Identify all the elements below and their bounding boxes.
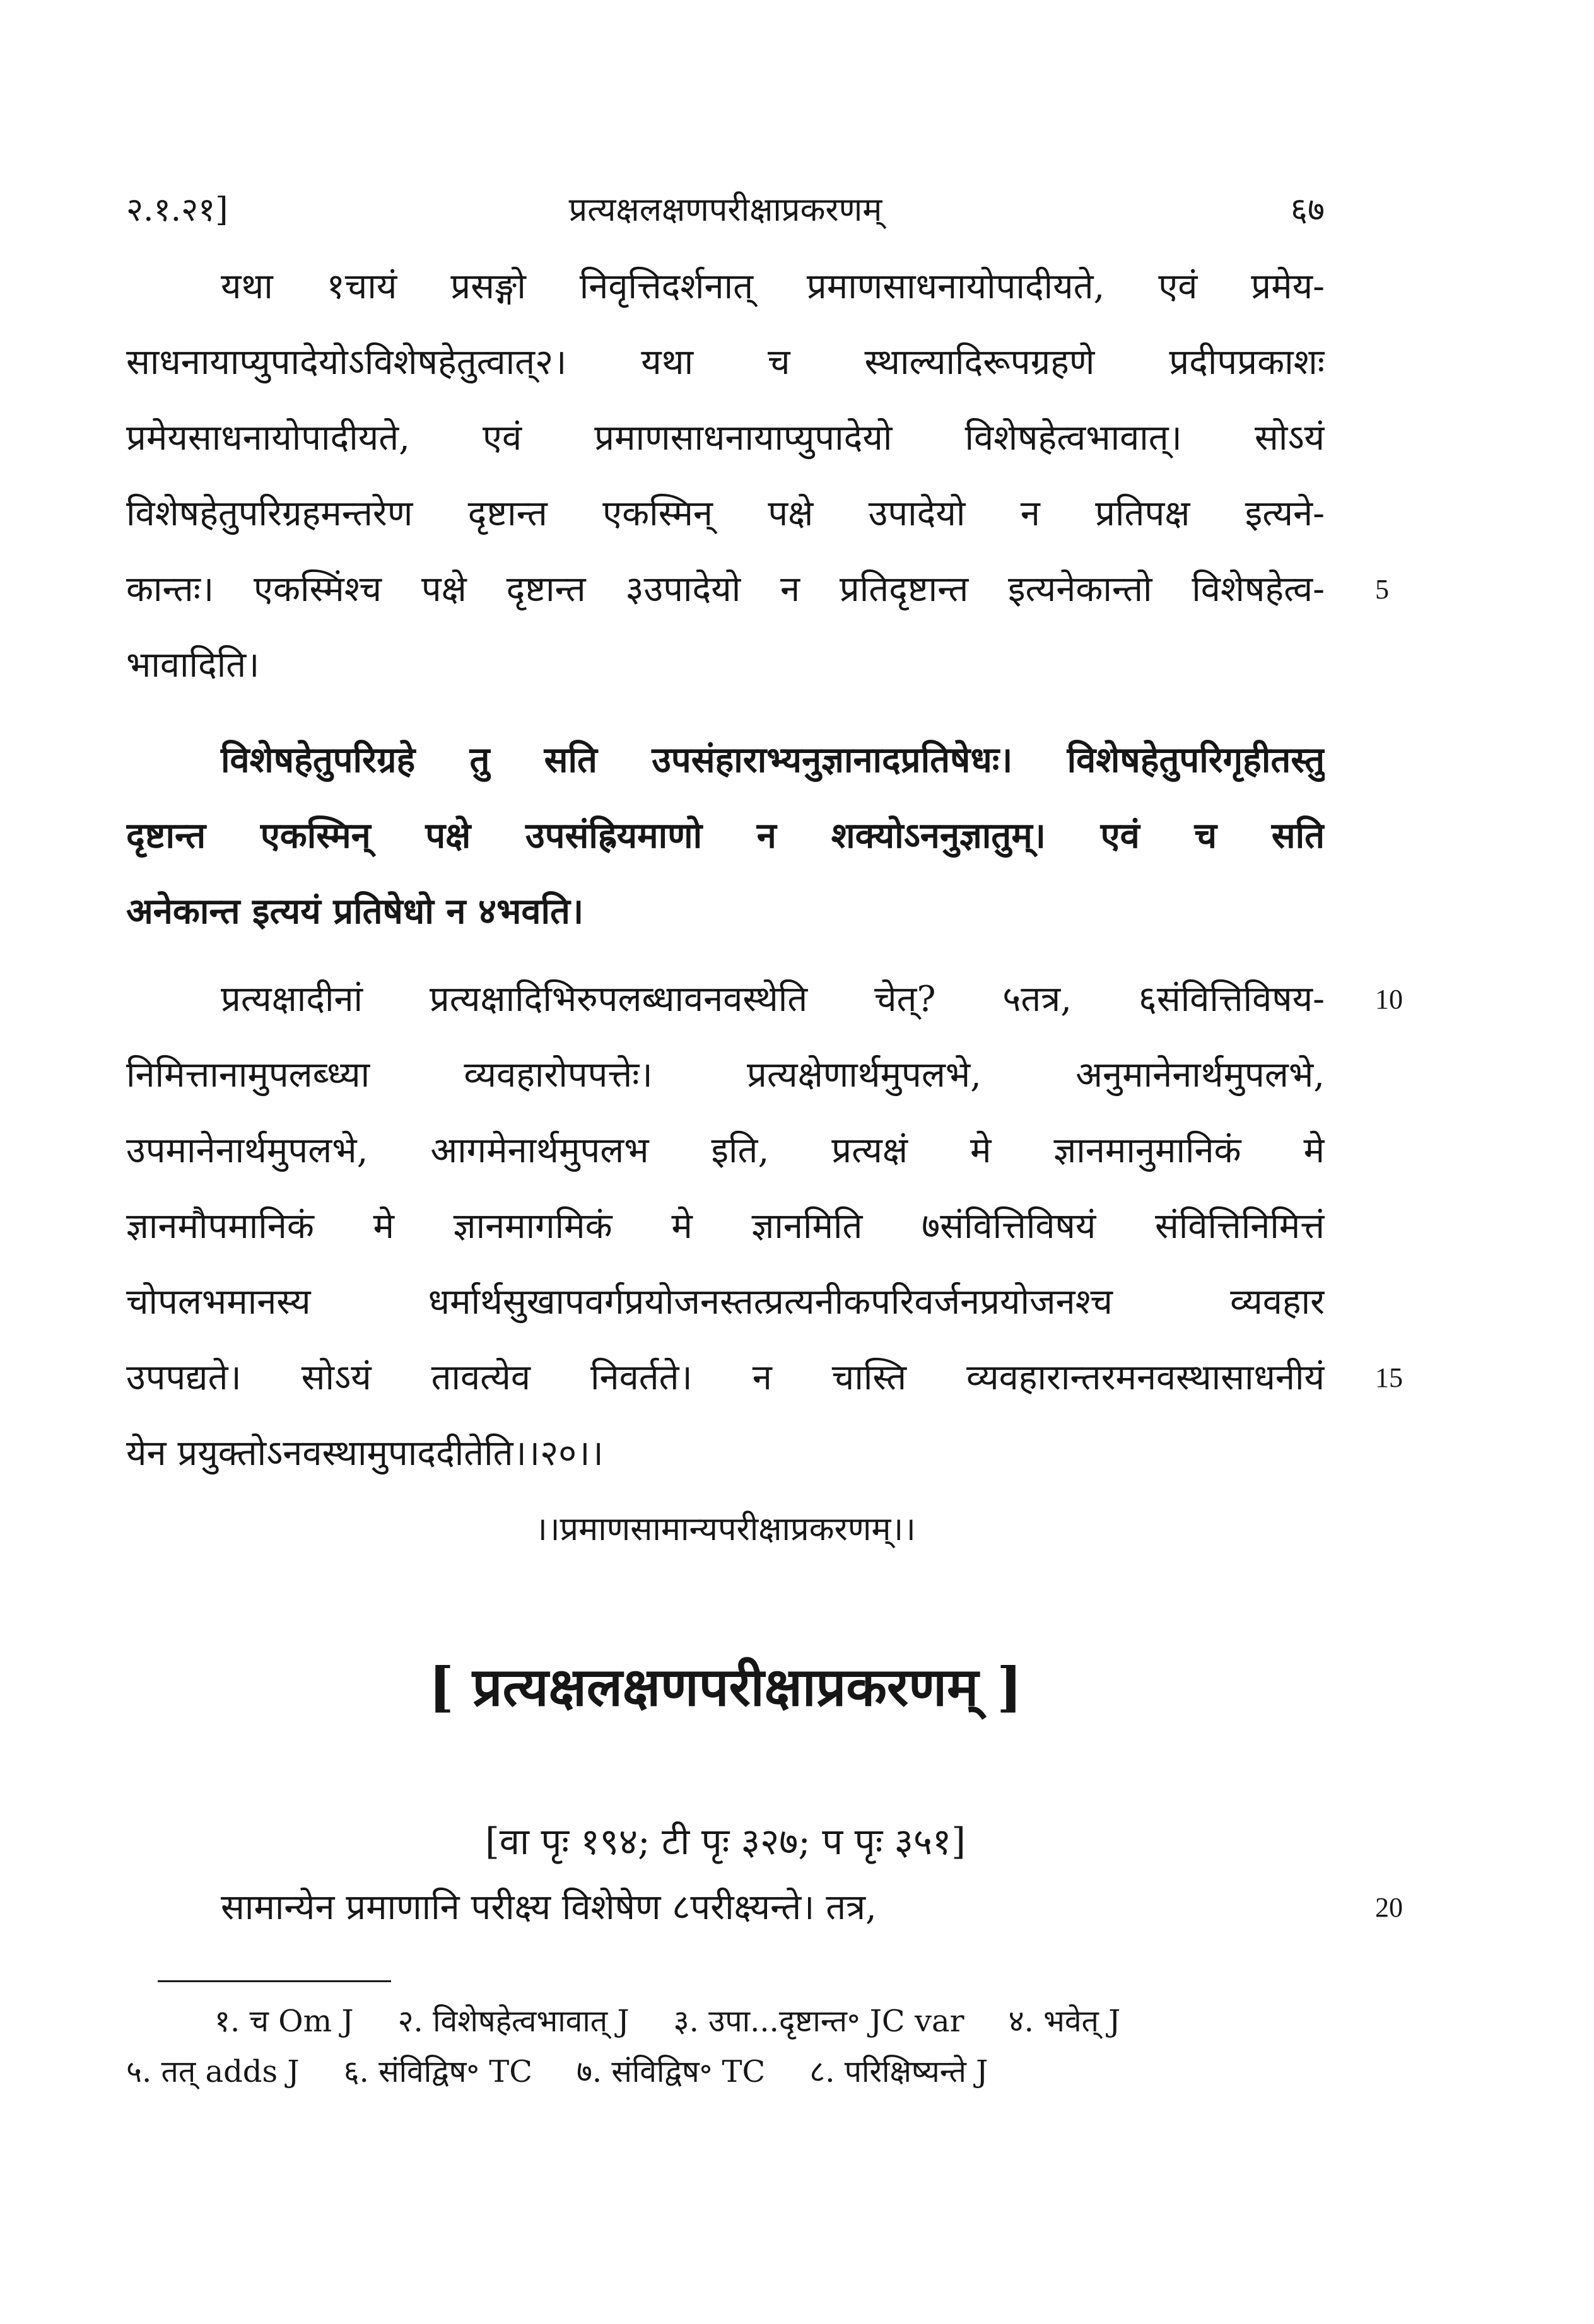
footnotes-row-2 — [126, 2050, 1325, 2094]
footnote-rule — [158, 1980, 391, 1982]
line-number-10: 10 — [1375, 984, 1403, 1015]
footnote-8: ८. परिक्षिष्यन्ते J — [809, 2054, 988, 2089]
text-line-12: उपमानेनार्थमुपलभे, आगमेनार्थमुपलभ इति, प्रत्यक्षं मे ज्ञानमानुमानिकं मे — [126, 1130, 1325, 1171]
line-number-20: 20 — [1375, 1892, 1403, 1923]
line-number-15: 15 — [1375, 1362, 1403, 1393]
footnote-4: ४. भवेत् J — [1008, 2004, 1121, 2039]
text-line-1: यथा १चायं प्रसङ्गो निवृत्तिदर्शनात् प्रमाणसाधनायोपादीयते, एवं प्रमेय- — [221, 266, 1325, 307]
sutra-line-1: विशेषहेतुपरिग्रहे तु सति उपसंहाराभ्यनुज्ञानादप्रतिषेधः। विशेषहेतुपरिगृहीतस्तु — [221, 739, 1325, 781]
text-line-13: ज्ञानमौपमानिकं मे ज्ञानमागमिकं मे ज्ञानमिति ७संवित्तिविषयं संवित्तिनिमित्तं — [126, 1206, 1325, 1247]
footnote-3: ३. उपा...दृष्टान्त॰ JC var — [673, 2004, 964, 2039]
text-line-3: प्रमेयसाधनायोपादीयते, एवं प्रमाणसाधनायाप्युपादेयो विशेषहेत्वभावात्। सोऽयं — [126, 418, 1325, 458]
text-line-14: चोपलभमानस्य धर्मार्थसुखापवर्गप्रयोजनस्तत्प्रत्यनीकपरिवर्जनप्रयोजनश्च व्यवहार — [126, 1282, 1325, 1323]
text-line-16: येन प्रयुक्तोऽनवस्थामुपाददीतेति।।२०।। — [126, 1433, 604, 1474]
sutra-reference: २.१.२१] — [126, 191, 228, 229]
text-line-2: साधनायाप्युपादेयोऽविशेषहेतुत्वात्२। यथा च स्थाल्यादिरूपग्रहणे प्रदीपप्रकाशः — [126, 342, 1325, 383]
running-head — [126, 186, 1325, 236]
footnote-1: १. च Om J — [214, 2004, 354, 2039]
page-number: ६७ — [1290, 191, 1325, 229]
footnote-6: ६. संविद्विष॰ TC — [343, 2054, 532, 2089]
running-title: प्रत्यक्षलक्षणपरीक्षाप्रकरणम् — [568, 191, 882, 229]
sutra-line-3: अनेकान्त इत्ययं प्रतिषेधो न ४भवति। — [126, 890, 584, 932]
text-line-11: निमित्तानामुपलब्ध्या व्यवहारोपपत्तेः। प्रत्यक्षेणार्थमुपलभे, अनुमानेनार्थमुपलभे, — [126, 1054, 1325, 1095]
sutra-line-2: दृष्टान्त एकस्मिन् पक्षे उपसंह्रियमाणो न शक्योऽननुज्ञातुम्। एवं च सति — [126, 815, 1325, 856]
section-heading: [ प्रत्यक्षलक्षणपरीक्षाप्रकरणम् ] — [428, 1655, 1023, 1718]
line-number-5: 5 — [1375, 574, 1389, 605]
text-line-10: प्रत्यक्षादीनां प्रत्यक्षादिभिरुपलब्धावनवस्थेति चेत्? ५तत्र, ६संवित्तिविषय- — [221, 979, 1325, 1020]
section-intro-line: सामान्येन प्रमाणानि परीक्ष्य विशेषेण ८परीक्ष्यन्ते। तत्र, — [221, 1887, 877, 1928]
footnote-7: ७. संविद्विष॰ TC — [576, 2054, 766, 2089]
section-end-marker: ।।प्रमाणसामान्यपरीक्षाप्रकरणम्।। — [535, 1510, 916, 1548]
footnote-5: ५. तत् adds J — [126, 2054, 300, 2089]
text-line-5: कान्तः। एकस्मिंश्च पक्षे दृष्टान्त ३उपादेयो न प्रतिदृष्टान्त इत्यनेकान्तो विशेषहेत्व- — [126, 569, 1325, 610]
page-references: [वा पृः १९४; टी पृः ३२७; प पृः ३५१] — [485, 1820, 966, 1863]
text-line-6: भावादिति। — [126, 645, 260, 686]
text-line-15: उपपद्यते। सोऽयं तावत्येव निवर्तते। न चास्ति व्यवहारान्तरमनवस्थासाधनीयं — [126, 1357, 1325, 1398]
footnote-2: २. विशेषहेत्वभावात् J — [397, 2004, 630, 2039]
text-line-4: विशेषहेतुपरिग्रहमन्तरेण दृष्टान्त एकस्मिन् पक्षे उपादेयो न प्रतिपक्ष इत्यने- — [126, 493, 1325, 534]
footnotes-row-1 — [126, 1999, 1413, 2043]
